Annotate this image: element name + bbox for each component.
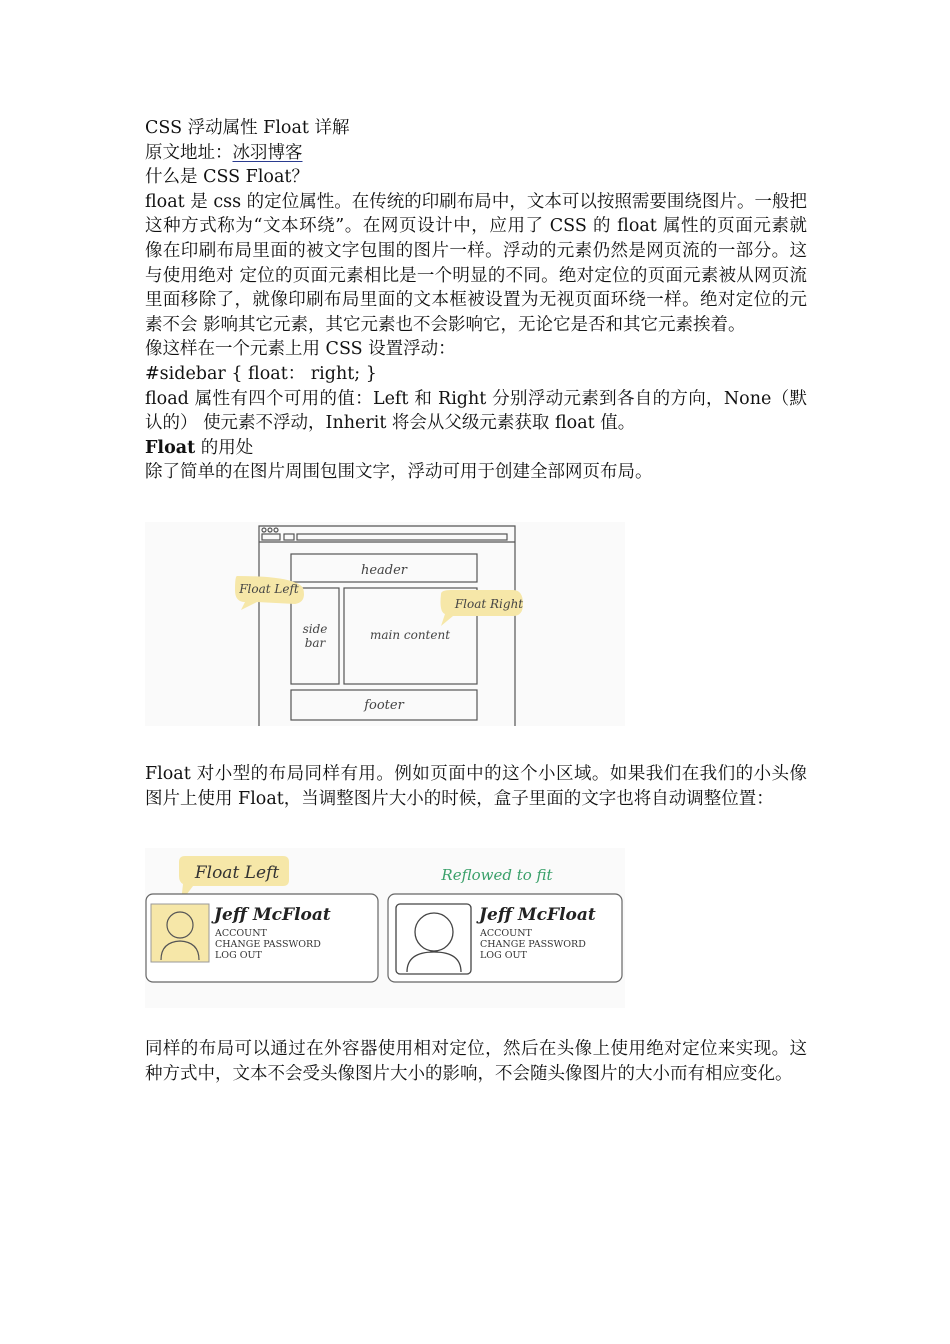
menu-log-out: LOG OUT bbox=[215, 950, 262, 961]
main-content-label: main content bbox=[369, 628, 451, 642]
footer-label: footer bbox=[364, 698, 404, 713]
sidebar-label-1: side bbox=[302, 622, 328, 636]
header-label: header bbox=[360, 563, 408, 578]
question-heading: 什么是 CSS Float？ bbox=[145, 167, 309, 188]
document-title: CSS 浮动属性 Float 详解 bbox=[145, 118, 350, 138]
source-link[interactable]: 冰羽博客 bbox=[232, 142, 303, 163]
figure-background bbox=[145, 522, 625, 726]
relative-position-paragraph: 同样的布局可以通过在外容器使用相对定位，然后在头像上使用绝对定位来实现。这种方式中，文本不会受头像图片大小的影响，不会随头像图片的大小而有相应变化。 bbox=[145, 1039, 807, 1084]
profile-box-right bbox=[388, 894, 622, 982]
float-left-label: Float Left bbox=[239, 582, 299, 596]
layout-figure bbox=[145, 522, 625, 726]
document-body bbox=[145, 116, 807, 485]
small-layout-section bbox=[145, 762, 807, 811]
source-line bbox=[145, 141, 807, 166]
avatar-figure bbox=[145, 848, 625, 1008]
source-prefix: 原文地址： bbox=[145, 142, 233, 163]
reflowed-label: Reflowed to fit bbox=[441, 866, 553, 884]
profile-name: Jeff McFloat bbox=[214, 905, 331, 925]
small-layout-paragraph: Float 对小型的布局同样有用。例如页面中的这个小区域。如果我们在我们的小头像图片上使用 Float，当调整图片大小的时候，盒子里面的文字也将自动调整位置： bbox=[145, 764, 807, 809]
menu-change-password-reflowed: CHANGE PASSWORD bbox=[480, 939, 586, 950]
menu-account: ACCOUNT bbox=[215, 928, 267, 939]
profile-box-left bbox=[146, 894, 378, 982]
profile-name-reflowed: Jeff McFloat bbox=[479, 905, 596, 925]
menu-account-reflowed: ACCOUNT bbox=[480, 928, 532, 939]
float-left-callout-label: Float Left bbox=[194, 863, 280, 883]
menu-change-password: CHANGE PASSWORD bbox=[215, 939, 321, 950]
use-heading-rest: 的用处 bbox=[195, 437, 254, 458]
code-line: #sidebar { float： right; } bbox=[145, 363, 377, 384]
set-float-line: 像这样在一个元素上用 CSS 设置浮动： bbox=[145, 339, 456, 360]
float-right-label: Float Right bbox=[454, 597, 524, 611]
use-heading-bold: Float bbox=[145, 437, 196, 458]
use-line: 除了简单的在图片周围包围文字，浮动可用于创建全部网页布局。 bbox=[145, 462, 653, 483]
intro-paragraph: float 是 css 的定位属性。在传统的印刷布局中，文本可以按照需要围绕图片。一般把这种方式称为“文本环绕”。在网页设计中，应用了 CSS 的 float 属性的页面元素就 像在印刷布局里面的被文字包围的图片一样。浮动的元素仍然是网页流的一部分。这与使用绝对 定位的页面元素相比是一个明显的不同。绝对定位的页面元素被从网页流里面移除了，就像印刷布局里面的文本框被设置为无视页面环绕一样。绝对定位的元素不会 影响其它元素，其它元素也不会影响它，无论它是否和其它元素挨着。 bbox=[145, 191, 807, 335]
menu-log-out-reflowed: LOG OUT bbox=[480, 950, 527, 961]
values-paragraph: flоad 属性有四个可用的值：Left 和 Right 分别浮动元素到各自的方向，None（默认的） 使元素不浮动，Inherit 将会从父级元素获取 float 值。 bbox=[145, 388, 807, 434]
avatar bbox=[151, 904, 209, 962]
sidebar-label-2: bar bbox=[304, 636, 326, 650]
relative-position-section bbox=[145, 1037, 807, 1086]
use-heading bbox=[145, 436, 807, 461]
